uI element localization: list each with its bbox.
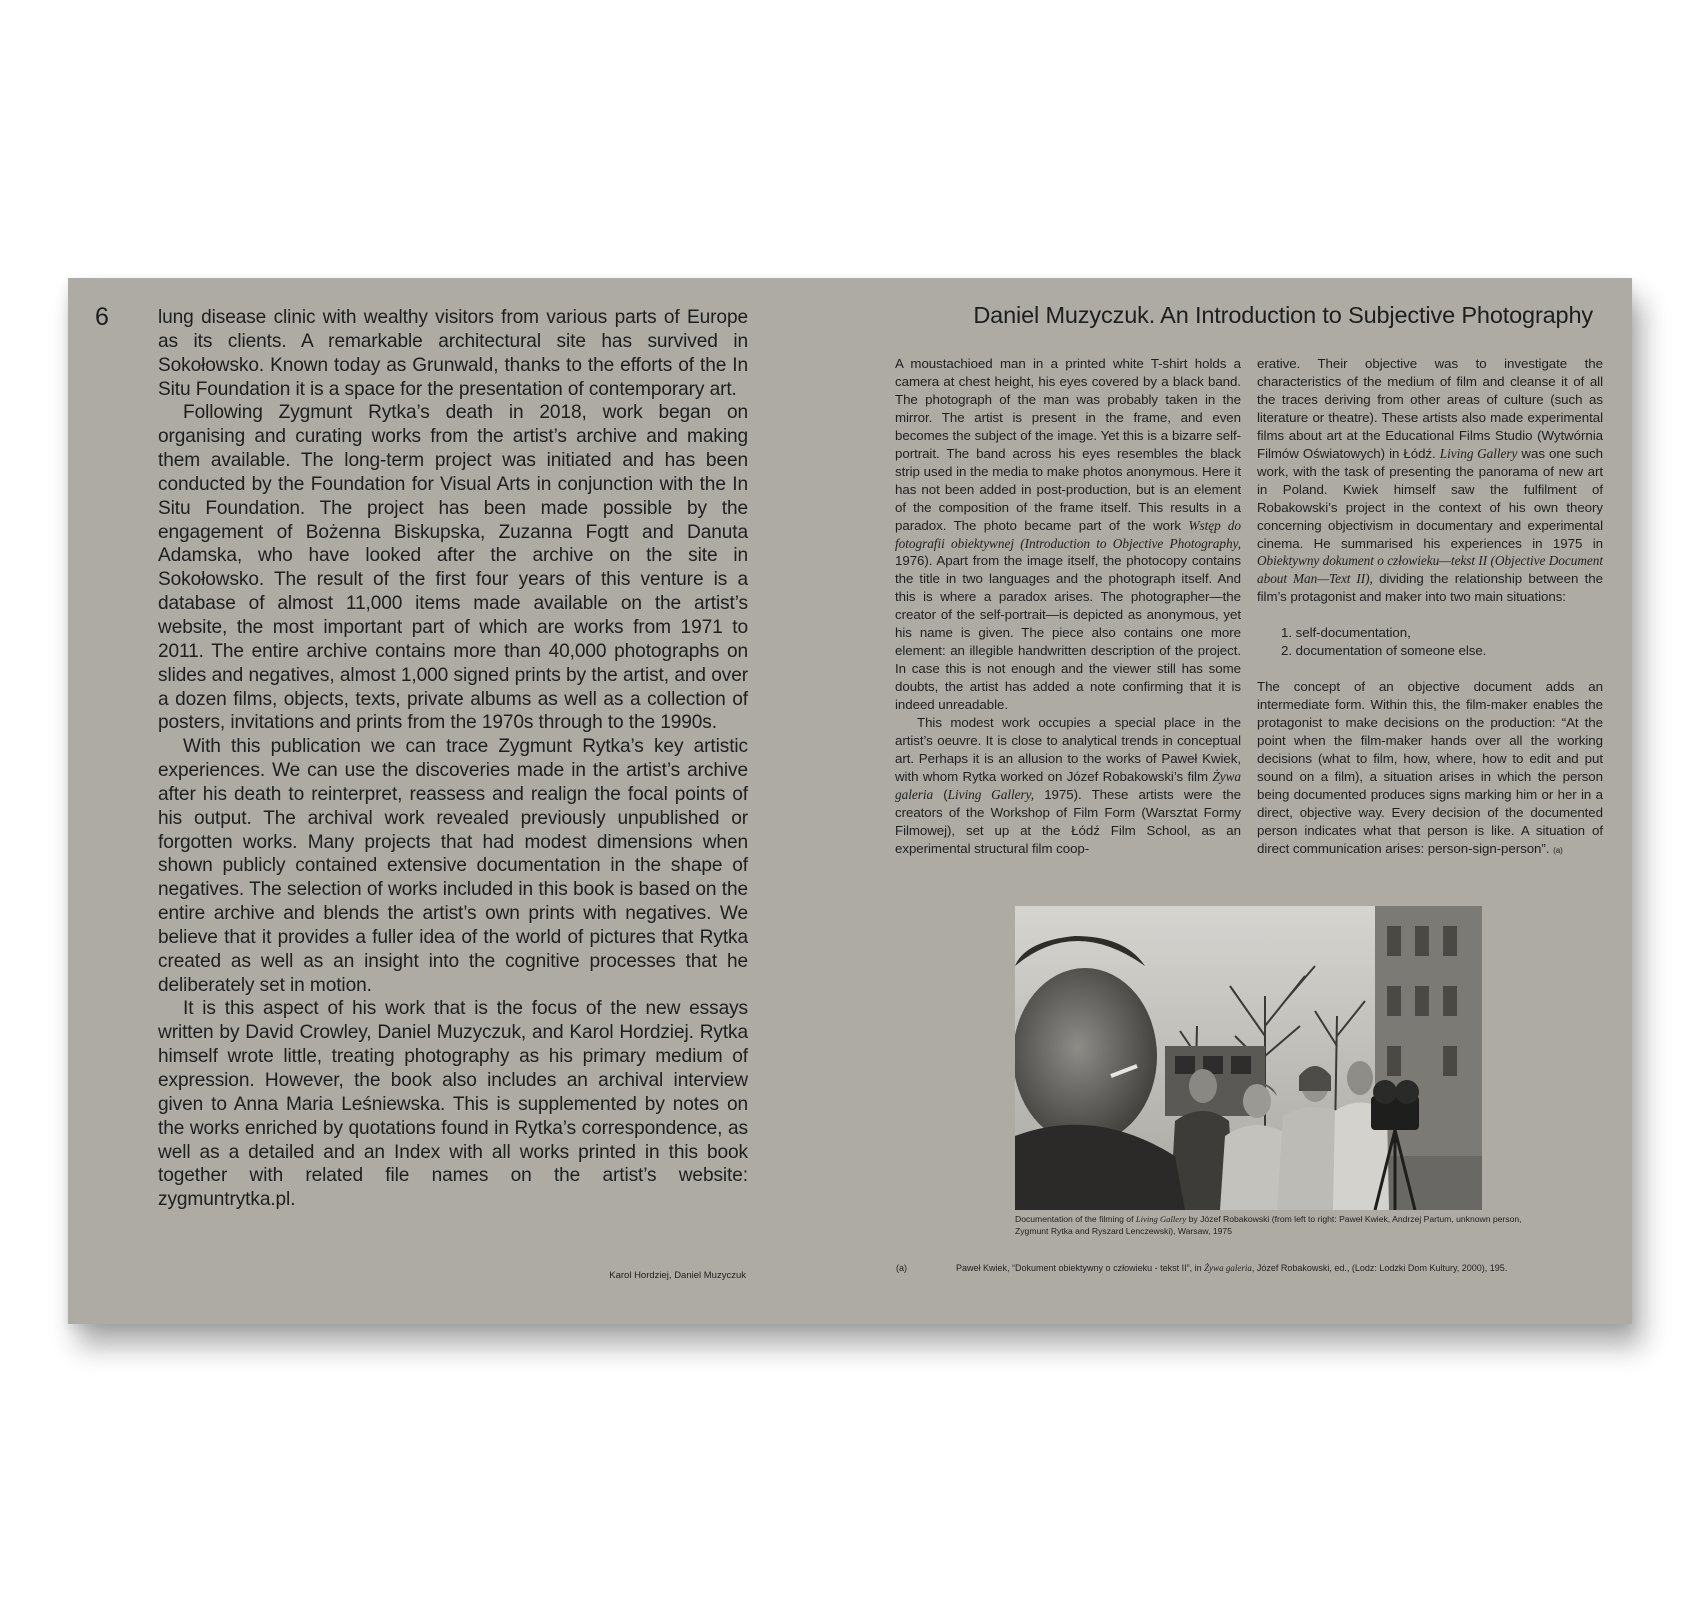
paragraph: It is this aspect of his work that is the focus of the new essays written by David Crowley, Daniel Muzyczuk, and Karol Hordziej. Rytka himself wrote little, treating photography as his primary medium of expression. However, the book also includes an archival interview given to Anna Maria Leśniewska. This is supplemented by notes on the works enriched by quotations found in Rytka’s correspondence, as well as a detailed and an Index with all works printed in this book together with related file names on the artist’s website: zygmuntrytka.pl. [158, 998, 748, 1211]
left-body-text [158, 306, 748, 1212]
list-item: 2. documentation of someone else. [1281, 643, 1487, 659]
essay-column-2 [1257, 355, 1603, 860]
paragraph [895, 355, 1241, 714]
text-run: 1976). Apart from the image itself, the photocopy contains the title in two languages and the photograph itself. And this is where a paradox arises. The photographer—the creator of the self-portrait—is depicted as anonymous, yet his name is given. The piece also contains one more element: an illegible handwritten description of the project. In case this is not enough and the viewer still has some doubts, the artist has added a note confirming that it is indeed unreadable. [895, 553, 1241, 713]
paragraph [895, 714, 1241, 858]
essay-column-1 [895, 355, 1241, 858]
work-title: Żywa galeria [1204, 1263, 1252, 1273]
footnote-mark: (a) [896, 1263, 907, 1273]
work-title: Wstęp do fotografii obiektywnej (Introduction to Objective Photography, [895, 517, 1241, 551]
work-title: Living Gallery [1439, 445, 1518, 461]
authors-signature: Karol Hordziej, Daniel Muzyczuk [609, 1270, 746, 1281]
photo-illustration [1015, 906, 1482, 1210]
paragraph: lung disease clinic with wealthy visitors from various parts of Europe as its clients. A remarkable architectural site has survived in Sokołowsko. Known today as Grunwald, thanks to the efforts of the In Situ Foundation it is a space for the presentation of contemporary art. [158, 307, 748, 400]
work-title: Living Gallery, [947, 786, 1034, 802]
photo-caption [1015, 1213, 1535, 1237]
page-number: 6 [95, 303, 110, 331]
text-run: erative. Their objective was to investigate the characteristics of the medium of film and cleanse it of all the traces deriving from other areas of culture (such as literature or theatre). These artists also made experimental films about art at the Educational Films Studio (Wytwórnia Filmów Oświatowych) in Łódź. [1257, 356, 1603, 461]
text-run: , Józef Robakowski, ed., (Lodz: Lodzki Dom Kultury, 2000), 195. [1251, 1263, 1508, 1273]
documentary-photograph [1015, 906, 1482, 1210]
text-run: The concept of an objective document adds an intermediate form. Within this, the film-maker enables the protagonist to make decisions on the production: “At the point when the film-maker hands over all the working decisions (what to film, how, where, how to edit and put sound on a film), a situation arises in which the person being documented produces signs marking him or her in a direct, objective way. Every decision of the documented person indicates what that person is like. A situation of direct communication arises: person-sign-person”. [1257, 679, 1603, 856]
paragraph [1257, 678, 1603, 860]
text-run: ( [933, 786, 948, 802]
paragraph: With this publication we can trace Zygmunt Rytka’s key artistic experiences. We can use the discoveries made in the artist’s archive after his death to reinterpret, reassess and realign the focal points of his output. The archival work revealed previously unpublished or forgotten works. Many projects that had modest dimensions when shown publicly contained extensive documentation in the shape of negatives. The selection of works included in this book is based on the entire archive and blends the artist’s own prints with negatives. We believe that it provides a fuller idea of the world of pictures that Rytka created as well as an insight into the cognitive processes that he deliberately set in motion. [158, 736, 748, 996]
text-run: Documentation of the filming of [1015, 1214, 1136, 1224]
text-run: A moustachioed man in a printed white T-shirt holds a camera at chest height, his eyes covered by a black band. The photograph of the man was probably taken in the mirror. The artist is present in the frame, and even becomes the subject of the image. Yet this is a bizarre self-portrait. The band across his eyes resembles the black strip used in the media to make photos anonymous. Here it has not been added in post-production, but is an element of the composition of the frame itself. This results in a paradox. The photo became part of the work [895, 356, 1241, 533]
text-run: Paweł Kwiek, “Dokument obiektywny o człowieku - tekst II”, in [956, 1263, 1205, 1273]
footnote-text [956, 1262, 1556, 1274]
essay-title: Daniel Muzyczuk. An Introduction to Subjective Photography [973, 302, 1593, 328]
paragraph: Following Zygmunt Rytka’s death in 2018, work began on organising and curating works from the artist’s archive and making them available. The long-term project was initiated and has been conducted by the Foundation for Visual Arts in conjunction with the In Situ Foundation. The project has been made possible by the engagement of Bożenna Biskupska, Zuzanna Fogtt and Danuta Adamska, who have looked after the archive on the site in Sokołowsko. The result of the first four years of this venture is a database of almost 11,000 items made available on the artist’s website, the most important part of which are works from 1971 to 2011. The entire archive contains more than 40,000 photographs on slides and negatives, almost 1,000 signed prints by the artist, and over a dozen films, objects, texts, private albums as well as a collection of posters, invitations and prints from the 1970s through to the 1990s. [158, 402, 748, 734]
text-run: was one such work, with the task of presenting the panorama of new art in Poland. Kwiek himself saw the fulfilment of Robakowski’s project in the context of his own theory concerning objectivism in documentary and experimental cinema. He summarised his experiences in 1975 in [1257, 445, 1603, 551]
list-item: 1. self-documentation, [1281, 625, 1411, 641]
situations-list [1257, 624, 1603, 660]
text-run: This modest work occupies a special place in the artist’s oeuvre. It is close to analytical trends in conceptual art. Perhaps it is an allusion to the works of Paweł Kwiek, with whom Rytka worked on Józef Robakowski’s film [895, 715, 1241, 784]
work-title: Living Gallery [1135, 1214, 1187, 1224]
work-title: Żywa galeria [895, 768, 1241, 802]
text-run: by Józef Robakowski (from left to right: Paweł Kwiek, Andrzej Partum, unknown person, Zygmunt Rytka and Ryszard Lenczewski), Warsaw, 1975 [1015, 1214, 1522, 1236]
text-run: dividing the relationship between the film’s protagonist and maker into two main situations: [1257, 571, 1603, 605]
footnote-reference: (a) [1553, 845, 1563, 855]
work-title: Obiektywny dokument o człowieku—tekst II (Objective Document about Man—Text II), [1257, 553, 1603, 587]
paragraph [1257, 355, 1603, 606]
text-run: 1975). These artists were the creators of the Workshop of Film Form (Warsztat Formy Filmowej), set up at the Łódź Film School, as an experimental structural film coop- [895, 786, 1241, 856]
